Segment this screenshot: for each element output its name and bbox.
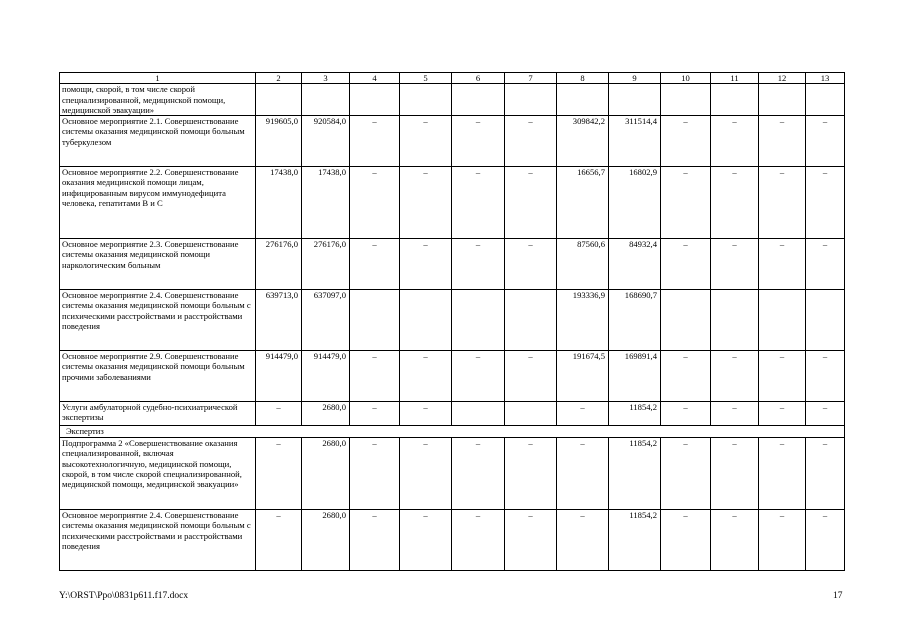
column-header: 3 (302, 73, 350, 84)
table-cell: – (759, 438, 806, 510)
table-cell: – (759, 351, 806, 402)
table-cell: – (452, 167, 505, 239)
table-cell (505, 402, 557, 426)
table-cell: 2680,0 (302, 438, 350, 510)
table-cell: 17438,0 (302, 167, 350, 239)
table-row (60, 290, 845, 351)
table-cell (711, 84, 759, 116)
table-cell: 276176,0 (256, 239, 302, 290)
table-cell: – (759, 239, 806, 290)
table-cell (452, 84, 505, 116)
table-cell: – (661, 510, 711, 571)
table-cell: 16656,7 (557, 167, 609, 239)
table-row (60, 402, 845, 426)
table-cell: – (711, 402, 759, 426)
table-cell (350, 290, 400, 351)
table-cell: – (759, 167, 806, 239)
table-cell: – (400, 438, 452, 510)
row-label: Основное мероприятие 2.2. Совершенствование оказания медицинской помощи лицам, инфицированным вирусом иммунодефицита человека, гепатитами В и С (60, 167, 256, 239)
table-cell (759, 84, 806, 116)
table-cell: 920584,0 (302, 116, 350, 167)
table-cell: – (806, 438, 845, 510)
table-cell: – (711, 167, 759, 239)
table-cell: – (759, 510, 806, 571)
table-cell (661, 84, 711, 116)
table-cell: – (759, 116, 806, 167)
table-row (60, 239, 845, 290)
table-cell (505, 84, 557, 116)
table-cell: – (711, 438, 759, 510)
table-cell: – (256, 438, 302, 510)
column-header: 2 (256, 73, 302, 84)
table-cell: – (711, 510, 759, 571)
table-cell: 87560,6 (557, 239, 609, 290)
table-cell (400, 84, 452, 116)
table-cell: 309842,2 (557, 116, 609, 167)
table-cell (609, 84, 661, 116)
column-header: 5 (400, 73, 452, 84)
table-cell: – (759, 402, 806, 426)
table-cell: 2680,0 (302, 402, 350, 426)
section-label: Экспертиз (60, 426, 845, 438)
table-cell: – (350, 239, 400, 290)
header-row (60, 73, 845, 84)
table-cell: – (256, 402, 302, 426)
column-header: 7 (505, 73, 557, 84)
row-label: Основное мероприятие 2.9. Совершенствование системы оказания медицинской помощи больным прочими заболеваниями (60, 351, 256, 402)
table-cell: – (557, 402, 609, 426)
table-cell: – (806, 116, 845, 167)
table-cell: – (711, 351, 759, 402)
table-cell: – (661, 116, 711, 167)
table-cell: – (400, 167, 452, 239)
table-cell: 168690,7 (609, 290, 661, 351)
table-cell: – (350, 116, 400, 167)
table-cell: – (505, 167, 557, 239)
row-label: Услуги амбулаторной судебно-психиатрической экспертизы (60, 402, 256, 426)
column-header: 11 (711, 73, 759, 84)
table-cell: – (350, 351, 400, 402)
table-cell (759, 290, 806, 351)
row-label: помощи, скорой, в том числе скорой специализированной, медицинской помощи, медицинской эвакуации» (60, 84, 256, 116)
table-cell: 11854,2 (609, 510, 661, 571)
table-cell: – (452, 438, 505, 510)
table-cell: 84932,4 (609, 239, 661, 290)
table-cell: – (505, 351, 557, 402)
table-cell: – (256, 510, 302, 571)
table-row (60, 167, 845, 239)
table-cell: – (350, 402, 400, 426)
table-cell (806, 84, 845, 116)
table-cell: – (557, 510, 609, 571)
table-cell (400, 290, 452, 351)
table-cell: 16802,9 (609, 167, 661, 239)
table-row (60, 351, 845, 402)
file-path: Y:\ORST\Ppo\0831p611.f17.docx (59, 591, 189, 601)
row-label: Основное мероприятие 2.4. Совершенствование системы оказания медицинской помощи больным с психическими расстройствами и расстройствами поведения (60, 510, 256, 571)
table-cell: – (350, 510, 400, 571)
table-cell: – (452, 510, 505, 571)
row-label: Основное мероприятие 2.3. Совершенствование системы оказания медицинской помощи наркологическим больным (60, 239, 256, 290)
column-header: 8 (557, 73, 609, 84)
table-cell: – (806, 167, 845, 239)
table-cell: 193336,9 (557, 290, 609, 351)
table-cell: – (505, 438, 557, 510)
table-row (60, 116, 845, 167)
table-cell (302, 84, 350, 116)
table-cell: – (806, 402, 845, 426)
table-cell (711, 290, 759, 351)
column-header: 10 (661, 73, 711, 84)
table-cell: – (661, 167, 711, 239)
table-cell: 639713,0 (256, 290, 302, 351)
budget-table (59, 72, 845, 571)
table-cell: – (711, 239, 759, 290)
table-cell: – (806, 510, 845, 571)
table-cell: 2680,0 (302, 510, 350, 571)
table-cell: – (505, 510, 557, 571)
table-cell: – (400, 116, 452, 167)
table-cell (452, 290, 505, 351)
table-cell: – (661, 438, 711, 510)
table-cell: – (806, 239, 845, 290)
row-label: Основное мероприятие 2.1. Совершенствование системы оказания медицинской помощи больным туберкулезом (60, 116, 256, 167)
table-cell (557, 84, 609, 116)
column-header: 4 (350, 73, 400, 84)
table-row (60, 84, 845, 116)
table-cell (452, 402, 505, 426)
table-cell: – (505, 239, 557, 290)
table-cell: – (350, 438, 400, 510)
table-row (60, 510, 845, 571)
table-cell: – (452, 351, 505, 402)
column-header: 9 (609, 73, 661, 84)
table-cell: 914479,0 (302, 351, 350, 402)
section-row (60, 426, 845, 438)
column-header: 1 (60, 73, 256, 84)
table-row (60, 438, 845, 510)
table-cell: – (557, 438, 609, 510)
table-cell (661, 290, 711, 351)
table-cell (256, 84, 302, 116)
table-cell (505, 290, 557, 351)
table-cell: – (661, 402, 711, 426)
table-cell: 637097,0 (302, 290, 350, 351)
row-label: Подпрограмма 2 «Совершенствование оказания специализированной, включая высокотехнологичную, медицинской помощи, скорой, в том числе скорой специализированной, медицинской помощи, медицинской эвакуации» (60, 438, 256, 510)
table-cell (350, 84, 400, 116)
row-label: Основное мероприятие 2.4. Совершенствование системы оказания медицинской помощи больным с психическими расстройствами и расстройствами поведения (60, 290, 256, 351)
page-number: 17 (833, 591, 843, 601)
table-cell: – (452, 239, 505, 290)
table-cell: – (400, 351, 452, 402)
table-cell: 191674,5 (557, 351, 609, 402)
table-cell: – (350, 167, 400, 239)
table-cell: – (806, 351, 845, 402)
table-cell: 11854,2 (609, 438, 661, 510)
table-cell: 311514,4 (609, 116, 661, 167)
table-cell: – (400, 239, 452, 290)
table-cell: 17438,0 (256, 167, 302, 239)
table-cell: 919605,0 (256, 116, 302, 167)
table-cell: 169891,4 (609, 351, 661, 402)
table-cell: 276176,0 (302, 239, 350, 290)
table-cell: – (505, 116, 557, 167)
table-cell: – (661, 351, 711, 402)
table-cell (806, 290, 845, 351)
table-cell: – (400, 402, 452, 426)
table-cell: – (661, 239, 711, 290)
column-header: 13 (806, 73, 845, 84)
table-cell: – (400, 510, 452, 571)
table-cell: – (452, 116, 505, 167)
column-header: 12 (759, 73, 806, 84)
table-cell: – (711, 116, 759, 167)
table-cell: 914479,0 (256, 351, 302, 402)
column-header: 6 (452, 73, 505, 84)
table-cell: 11854,2 (609, 402, 661, 426)
